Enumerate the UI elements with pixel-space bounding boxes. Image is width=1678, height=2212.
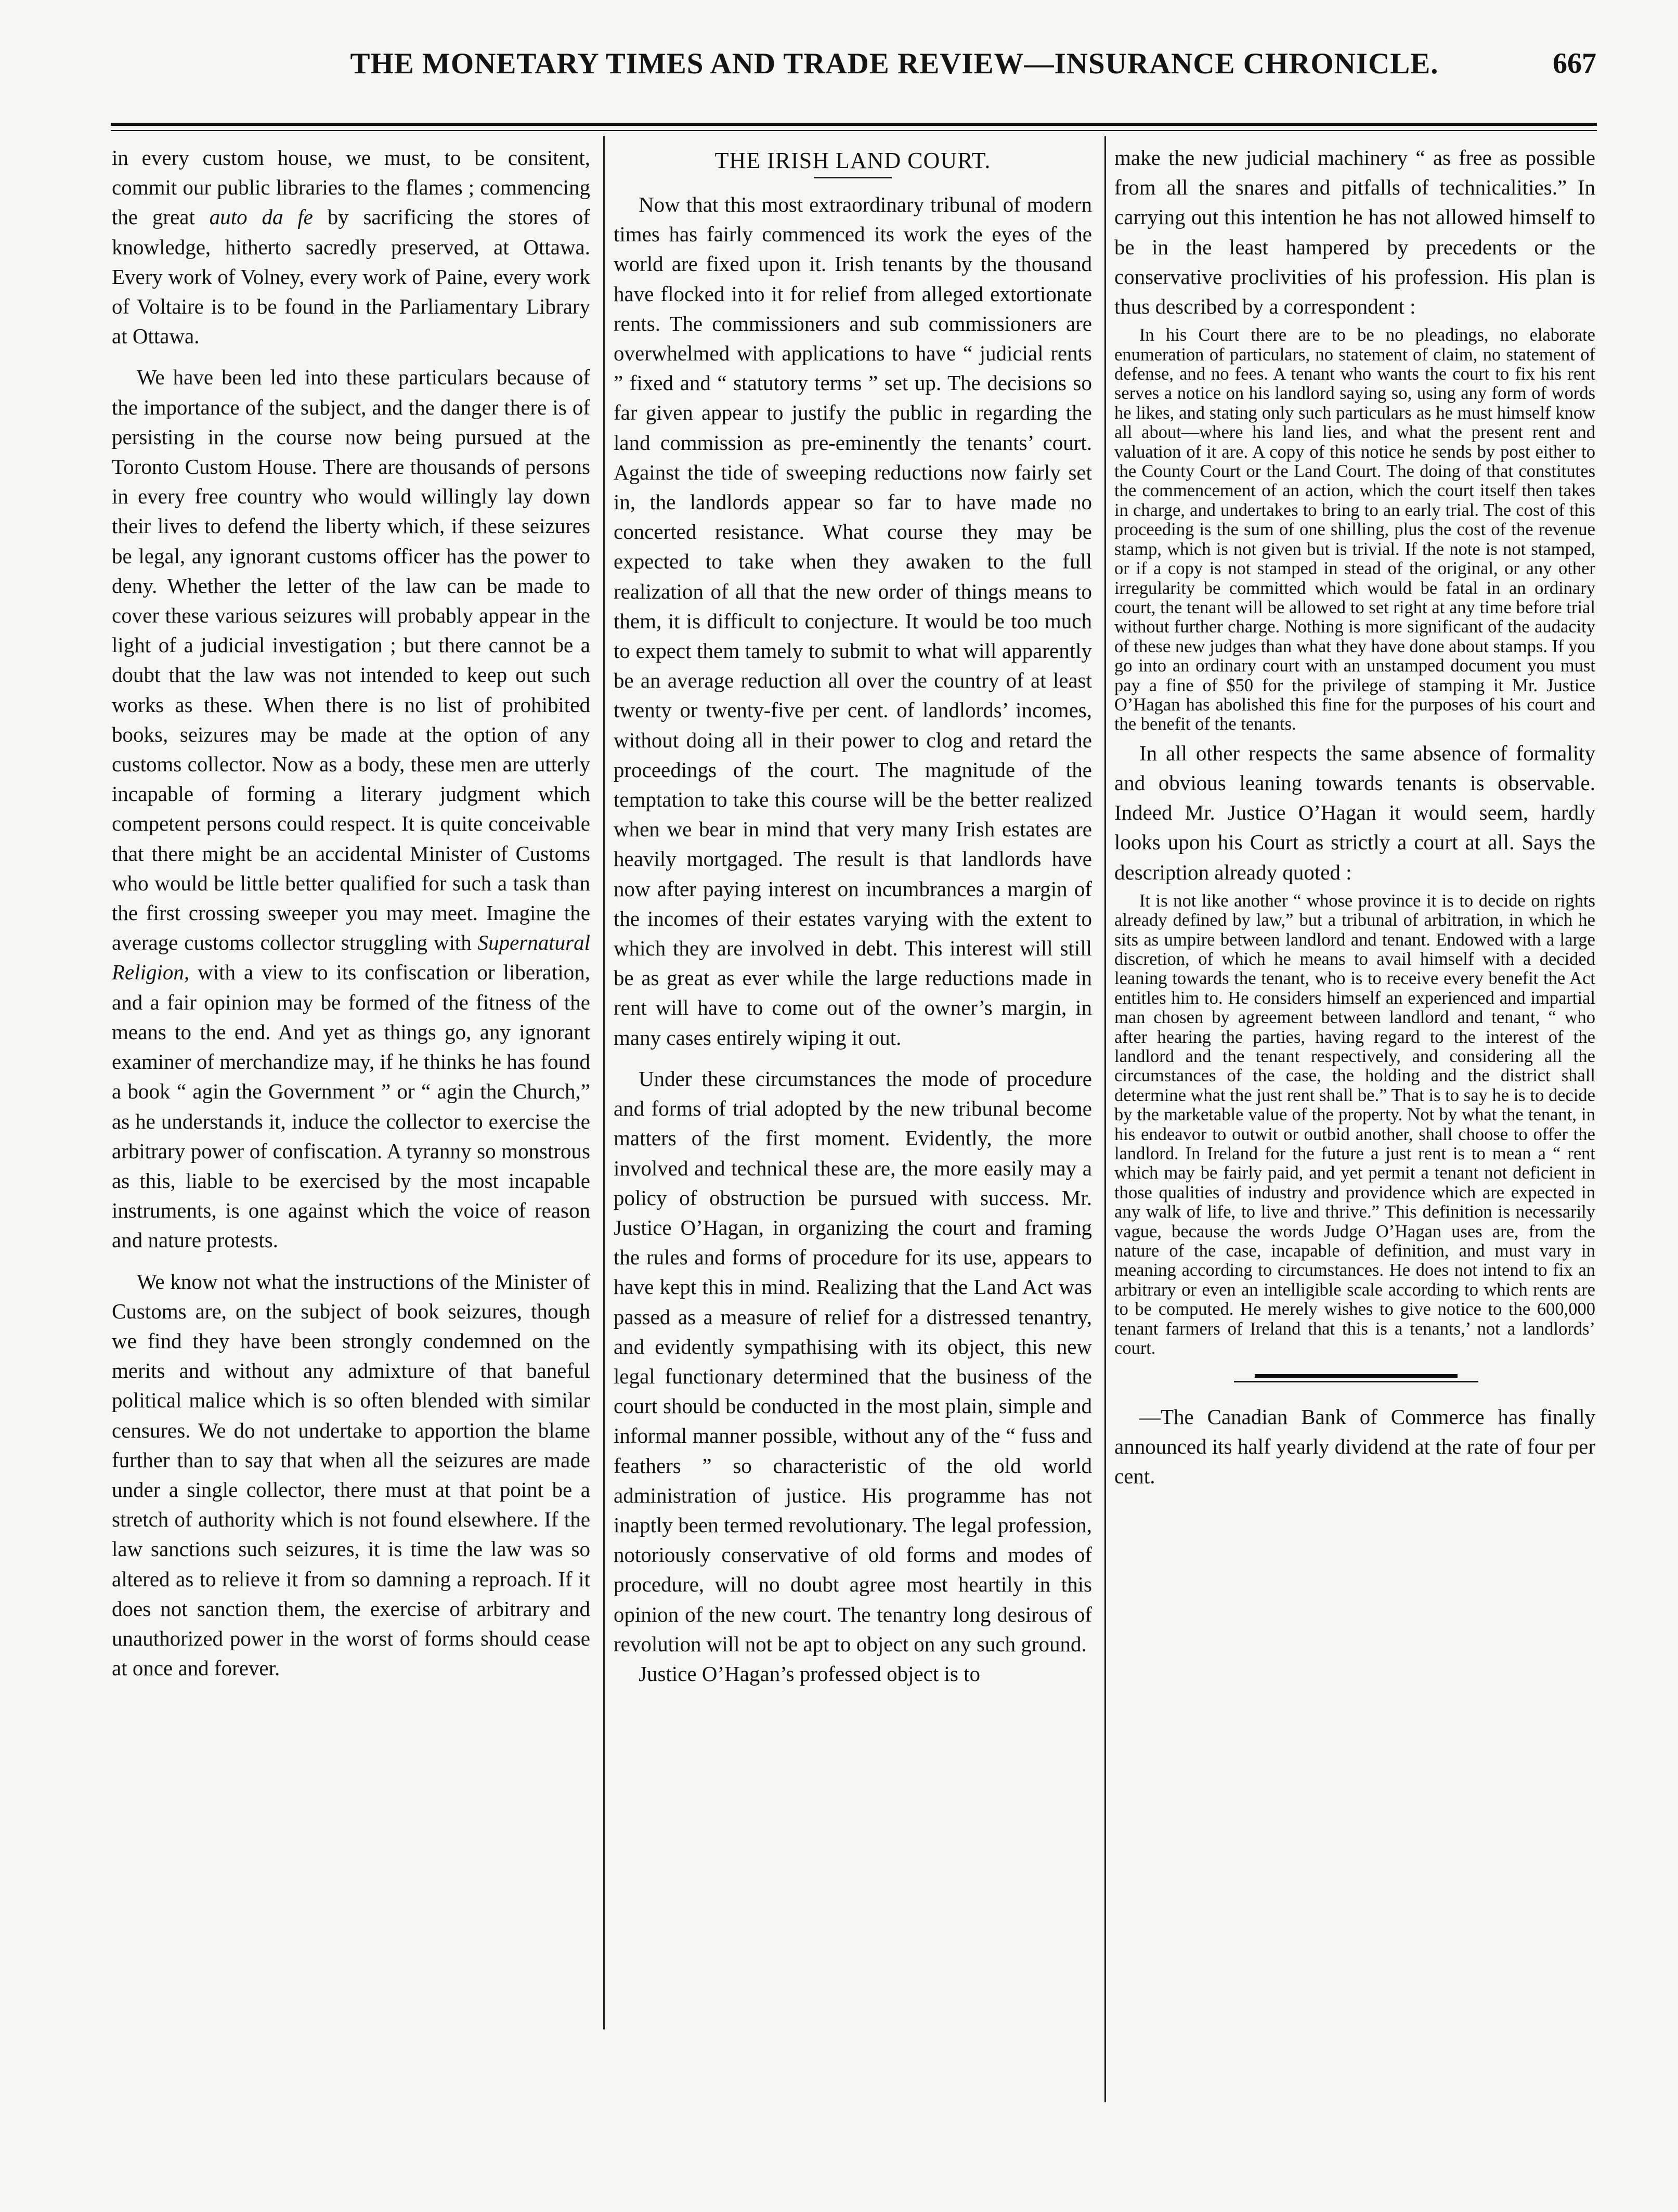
column-divider-2 <box>1104 136 1106 2102</box>
section-divider <box>1114 1365 1595 1396</box>
article-paragraph: in every custom house, we must, to be consitent, commit our public libraries to the flames ; commencing the great auto da fe by sacrificing the stores of knowledge, hitherto sacredly preserved, at Ottawa. Every work of Volney, every work of Paine, every work of Voltaire is to be found in the Parliamentary Library at Ottawa. <box>112 146 591 348</box>
block-quote: In his Court there are to be no pleadings, no elaborate enumeration of particulars, no statement of claim, no statement of defense, and no fees. A tenant who wants the court to fix his rent serves a notice on his landlord saying so, using any form of words he likes, and stating only such particulars as he must himself know all about—where his land lies, and what the present rent and valuation of it are. A copy of this notice he sends by post either to the County Court or the Land Court. The doing of that constitutes the commencement of an action, which the court itself then takes in charge, and undertakes to bring to an early trial. The cost of this proceeding is the sum of one shilling, plus the cost of the revenue stamp, which is not given but is trivial. If the note is not stamped, or if a copy is not stamped in stead of the original, or any other irregularity be committed which would be fatal in an ordinary court, the tenant will be allowed to set right at any time before trial without further charge. Nothing is more significant of the audacity of these new judges than what they have done about stamps. If you go into an ordinary court with an unstamped document you must pay a fine of $50 for the privilege of stamping it Mr. Justice O’Hagan has abolished this fine for the purposes of his court and the benefit of the tenants. <box>1114 325 1595 734</box>
column-divider-1 <box>603 136 605 2029</box>
article-paragraph: Under these circumstances the mode of procedure and forms of trial adopted by the new tribunal become matters of the first moment. Evidently, the more involved and technical these are, the more easily may a policy of obstruction be pursued with success. Mr. Justice O’Hagan, in organizing the court and framing the rules and forms of procedure for its use, appears to have kept this in mind. Realizing that the Land Act was passed as a measure of relief for a distressed tenantry, and evidently sympathising with its object, this new legal functionary determined that the business of the court should be conducted in the most plain, simple and informal manner possible, without any of the “ fuss and feathers ” so characteristic of the old world administration of justice. His programme has not inaptly been termed revolutionary. The legal profession, notoriously conservative of old forms and modes of procedure, will no doubt agree most heartily in this opinion of the new court. The tenantry long desirous of revolution will not be apt to object on any such ground. <box>614 1066 1092 1656</box>
headline-rule <box>814 177 892 178</box>
article-paragraph: make the new judicial machinery “ as free as possible from all the snares and pitfalls of technicalities.” In carrying out this intention he has not allowed himself to be in the least hampered by precedents or the conservative proclivities of his profession. His plan is thus described by a correspondent : <box>1114 146 1595 319</box>
column-left <box>112 143 590 1683</box>
page-number: 667 <box>1553 47 1596 80</box>
block-quote: It is not like another “ whose province it is to decide on rights already defined by law,” but a tribunal of arbitration, in which he sits as umpire between landlord and tenant. Endowed with a large discretion, of which he means to avail himself with a decided leaning towards the tenant, who is to receive every benefit the Act entitles him to. He considers himself an experienced and impartial man chosen by agreement between landlord and tenant, “ who after hearing the parties, having regard to the interest of the landlord and the tenant respectively, and considering all the circumstances of the case, the holding and the district shall determine what the just rent shall be.” That is to say he is to decide by the marketable value of the property. Not by what the tenant, in his endeavor to outwit or outbid another, shall choose to offer the landlord. In Ireland for the future a just rent is to mean a “ rent which may be fairly paid, and yet permit a tenant not deficient in those qualities of industry and providence which are expected in any walk of life, to live and thrive.” This definition is necessarily vague, because the words Judge O’Hagan uses are, from the nature of the case, incapable of definition, and must vary in meaning according to circumstances. He does not intend to fix an arbitrary or even an intelligible scale according to which rents are to be computed. He merely wishes to give notice to the 600,000 tenant farmers of Ireland that this is a tenants,’ not a landlords’ court. <box>1114 890 1595 1359</box>
header-rule-thick <box>111 123 1597 126</box>
article-paragraph: Now that this most extraordinary tribunal of modern times has fairly commenced its work the eyes of the world are fixed upon it. Irish tenants by the thousand have flocked into it for relief from alleged extortionate rents. The commissioners and sub commissioners are overwhelmed with applications to have “ judicial rents ” fixed and “ statutory terms ” set up. The decisions so far given appear to justify the public in regarding the land commission as pre-eminently the tenants’ court. Against the tide of sweeping reductions now fairly set in, the landlords appear so far to have made no concerted resistance. What course they may be expected to take when they awaken to the full realization of all that the new order of things means to them, it is difficult to conjecture. It would be too much to expect them tamely to submit to what will apparently be an average reduction all over the country of at least twenty or twenty-five per cent. of landlords’ incomes, without doing all in their power to clog and retard the proceedings of the court. The magnitude of the temptation to take this course will be the better realized when we bear in mind that very many Irish estates are heavily mortgaged. The result is that landlords have now after paying interest on incumbrances a margin of the incomes of their estates varying with the extent to which they are involved in debt. This interest will still be as great as ever while the large reductions made in rent will have to come out of the owner’s margin, in many cases entirely wiping it out. <box>614 192 1092 1050</box>
article-paragraph: In all other respects the same absence of formality and obvious leaning towards tenants is observable. Indeed Mr. Justice O’Hagan it would seem, hardly looks upon his Court as strictly a court at all. Says the description already quoted : <box>1114 741 1595 884</box>
column-right <box>1114 143 1595 1491</box>
publication-title: THE MONETARY TIMES AND TRADE REVIEW—INSURANCE CHRONICLE. <box>350 47 1439 80</box>
article-paragraph: We know not what the instructions of the Minister of Customs are, on the subject of book seizures, though we find they have been strongly condemned on the merits and without any admixture of that baneful political malice which is so often blended with similar censures. We do not undertake to apportion the blame further than to say that when all the seizures are made under a single collector, there must at that point be a stretch of authority which is not found elsewhere. If the law sanctions such seizures, it is time the law was so altered as to relieve it from so damning a reproach. If it does not sanction them, the exercise of arbitrary and unauthorized power in the worst of forms should cease at once and forever. <box>112 1269 590 1680</box>
news-notice: —The Canadian Bank of Commerce has finally announced its half yearly dividend at the rate of four per cent. <box>1114 1404 1595 1488</box>
article-headline: THE IRISH LAND COURT. <box>714 148 991 173</box>
masthead <box>109 47 1596 104</box>
article-paragraph: Justice O’Hagan’s professed object is to <box>639 1661 980 1686</box>
article-paragraph: We have been led into these particulars because of the importance of the subject, and the danger there is of persisting in the course now being pursued at the Toronto Custom House. There are thousands of persons in every free country who would willingly lay down their lives to defend the liberty which, if these seizures be legal, any ignorant customs officer has the power to deny. Whether the letter of the law can be made to cover these various seizures will probably appear in the light of a judicial investigation ; but there cannot be a doubt that the law was not intended to keep out such works as these. When there is no list of prohibited books, seizures may be made at the option of any customs collector. Now as a body, these men are utterly incapable of forming a literary judgment which competent persons could respect. It is quite conceivable that there might be an accidental Minister of Customs who would be little better qualified for such a task than the first crossing sweeper you may meet. Imagine the average customs collector struggling with Supernatural Religion, with a view to its confiscation or liberation, and a fair opinion may be formed of the fitness of the means to the end. And yet as things go, any ignorant examiner of merchandize may, if he thinks he has found a book “ agin the Government ” or “ agin the Church,” as he understands it, induce the collector to exercise the arbitrary power of confiscation. A tyranny so monstrous as this, liable to be exercised by the most incapable instruments, is one against which the voice of reason and nature protests. <box>112 365 590 1252</box>
header-rule-thin <box>111 130 1597 131</box>
column-middle <box>614 143 1092 1689</box>
